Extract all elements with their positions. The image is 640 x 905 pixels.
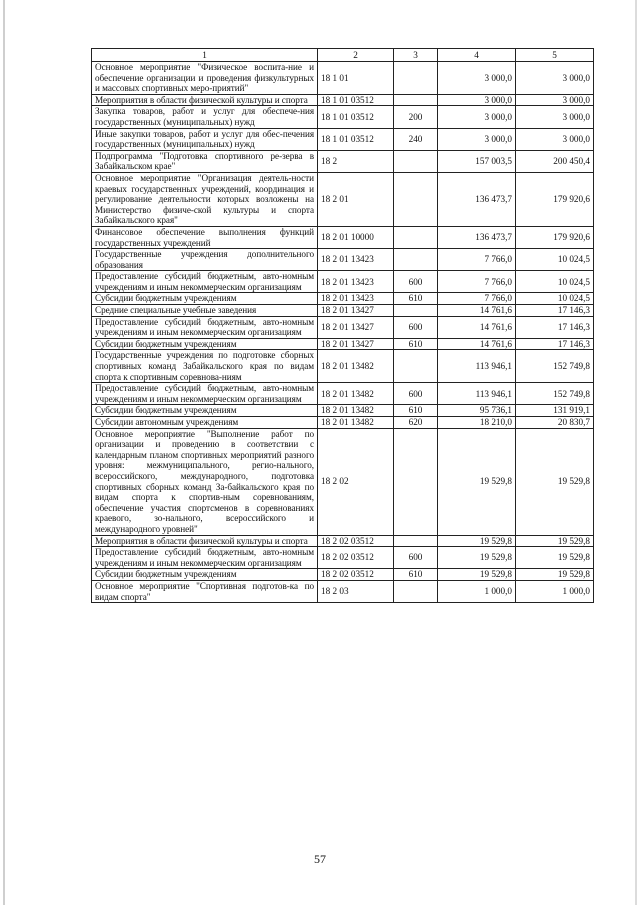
row-name: Основное мероприятие "Выполнение работ по организации и проведению в соответствии с календарным планом спортивных мероприятий разного уровня: межмуниципального, регио-нального, всероссийского, международного, подготовка спортивных сборных команд За-байкальского края по видам спорта к спортив-ным соревнованиям, обеспечение участия спортсменов в соревнованиях краевого, зо-нального, всероссийского и международного уровней" [92, 428, 318, 535]
row-expense-type: 610 [394, 569, 438, 581]
row-value-col4: 113 946,1 [438, 350, 516, 383]
row-name: Государственные учреждения дополнительного образования [92, 249, 318, 271]
row-code: 18 2 02 03512 [318, 547, 394, 569]
row-value-col5: 17 146,3 [516, 316, 594, 338]
table-row [92, 128, 594, 150]
row-expense-type: 610 [394, 293, 438, 305]
table-row [92, 94, 594, 106]
row-expense-type [394, 428, 438, 535]
row-expense-type [394, 62, 438, 95]
row-value-col4: 19 529,8 [438, 569, 516, 581]
row-value-col5: 152 749,8 [516, 383, 594, 405]
row-name: Субсидии бюджетным учреждениям [92, 569, 318, 581]
row-expense-type: 600 [394, 383, 438, 405]
row-code: 18 2 01 13482 [318, 383, 394, 405]
row-expense-type [394, 249, 438, 271]
row-value-col4: 3 000,0 [438, 94, 516, 106]
row-value-col5: 3 000,0 [516, 128, 594, 150]
row-code: 18 1 01 [318, 62, 394, 95]
table-row [92, 305, 594, 317]
budget-table [91, 48, 594, 603]
row-value-col5: 3 000,0 [516, 94, 594, 106]
row-value-col4: 1 000,0 [438, 580, 516, 602]
scan-edge-left [3, 0, 5, 905]
header-col-2: 2 [318, 49, 394, 62]
table-row [92, 428, 594, 535]
row-code: 18 2 01 13427 [318, 305, 394, 317]
row-value-col4: 19 529,8 [438, 535, 516, 547]
row-code: 18 2 01 13482 [318, 405, 394, 417]
header-col-5: 5 [516, 49, 594, 62]
row-expense-type: 600 [394, 316, 438, 338]
row-name: Субсидии автономным учреждениям [92, 417, 318, 429]
row-expense-type [394, 94, 438, 106]
header-col-4: 4 [438, 49, 516, 62]
table-row [92, 580, 594, 602]
header-row [92, 49, 594, 62]
row-value-col4: 157 003,5 [438, 150, 516, 172]
row-value-col4: 7 766,0 [438, 293, 516, 305]
row-code: 18 2 02 03512 [318, 569, 394, 581]
row-expense-type: 200 [394, 106, 438, 128]
row-expense-type [394, 580, 438, 602]
row-name: Закупка товаров, работ и услуг для обеспече-ния государственных (муниципальных) нужд [92, 106, 318, 128]
row-name: Субсидии бюджетным учреждениям [92, 405, 318, 417]
row-name: Мероприятия в области физической культуры и спорта [92, 94, 318, 106]
row-value-col5: 179 920,6 [516, 226, 594, 248]
row-value-col4: 7 766,0 [438, 249, 516, 271]
row-name: Средние специальные учебные заведения [92, 305, 318, 317]
row-value-col5: 10 024,5 [516, 271, 594, 293]
row-expense-type [394, 350, 438, 383]
row-value-col4: 3 000,0 [438, 62, 516, 95]
row-name: Основное мероприятие "Спортивная подготов-ка по видам спорта" [92, 580, 318, 602]
row-value-col4: 19 529,8 [438, 428, 516, 535]
row-value-col5: 17 146,3 [516, 338, 594, 350]
table-body [92, 62, 594, 603]
row-value-col5: 19 529,8 [516, 535, 594, 547]
row-name: Подпрограмма "Подготовка спортивного ре-зерва в Забайкальском крае" [92, 150, 318, 172]
row-code: 18 2 [318, 150, 394, 172]
table-row [92, 547, 594, 569]
row-name: Основное мероприятие "Физическое воспита-ние и обеспечение организации и проведения физкультурных и массовых спортивных меро-приятий" [92, 62, 318, 95]
row-value-col4: 113 946,1 [438, 383, 516, 405]
row-value-col4: 95 736,1 [438, 405, 516, 417]
row-value-col5: 19 529,8 [516, 428, 594, 535]
row-code: 18 2 01 13427 [318, 316, 394, 338]
row-expense-type: 600 [394, 271, 438, 293]
row-name: Государственные учреждения по подготовке сборных спортивных команд Забайкальского края по видам спорта к спортивным соревнова-ниям [92, 350, 318, 383]
row-code: 18 2 01 13423 [318, 249, 394, 271]
row-value-col5: 17 146,3 [516, 305, 594, 317]
row-expense-type [394, 535, 438, 547]
table-row [92, 271, 594, 293]
row-name: Предоставление субсидий бюджетным, авто-номным учреждениям и иным некоммерческим организациям [92, 316, 318, 338]
row-code: 18 1 01 03512 [318, 128, 394, 150]
row-value-col4: 14 761,6 [438, 316, 516, 338]
row-value-col5: 10 024,5 [516, 293, 594, 305]
row-code: 18 2 01 13482 [318, 417, 394, 429]
row-expense-type [394, 226, 438, 248]
table-row [92, 338, 594, 350]
row-value-col4: 14 761,6 [438, 338, 516, 350]
table-row [92, 62, 594, 95]
row-name: Предоставление субсидий бюджетным, авто-номным учреждениям и иным некоммерческим организациям [92, 383, 318, 405]
row-name: Предоставление субсидий бюджетным, авто-номным учреждениям и иным некоммерческим организациям [92, 547, 318, 569]
row-value-col5: 3 000,0 [516, 62, 594, 95]
row-name: Предоставление субсидий бюджетным, авто-номным учреждениям и иным некоммерческим организациям [92, 271, 318, 293]
row-code: 18 2 02 [318, 428, 394, 535]
row-expense-type: 240 [394, 128, 438, 150]
table-row [92, 417, 594, 429]
row-value-col5: 200 450,4 [516, 150, 594, 172]
row-expense-type [394, 305, 438, 317]
row-value-col5: 179 920,6 [516, 172, 594, 226]
page-number: 57 [314, 852, 326, 866]
table-row [92, 226, 594, 248]
row-expense-type: 600 [394, 547, 438, 569]
row-code: 18 1 01 03512 [318, 106, 394, 128]
table-row [92, 293, 594, 305]
table-row [92, 535, 594, 547]
row-value-col5: 1 000,0 [516, 580, 594, 602]
table-row [92, 316, 594, 338]
row-value-col5: 152 749,8 [516, 350, 594, 383]
table-row [92, 172, 594, 226]
row-name: Субсидии бюджетным учреждениям [92, 293, 318, 305]
row-name: Субсидии бюджетным учреждениям [92, 338, 318, 350]
row-code: 18 2 01 13427 [318, 338, 394, 350]
row-value-col5: 20 830,7 [516, 417, 594, 429]
row-code: 18 1 01 03512 [318, 94, 394, 106]
row-name: Финансовое обеспечение выполнения функций государственных учреждений [92, 226, 318, 248]
header-col-3: 3 [394, 49, 438, 62]
row-code: 18 2 01 [318, 172, 394, 226]
scan-edge-right [635, 0, 637, 905]
row-code: 18 2 01 13482 [318, 350, 394, 383]
row-code: 18 2 01 13423 [318, 271, 394, 293]
row-expense-type: 620 [394, 417, 438, 429]
row-name: Мероприятия в области физической культуры и спорта [92, 535, 318, 547]
row-value-col5: 131 919,1 [516, 405, 594, 417]
table-row [92, 150, 594, 172]
row-name: Иные закупки товаров, работ и услуг для обес-печения государственных (муниципальных) нужд [92, 128, 318, 150]
row-name: Основное мероприятие "Организация деятель-ности краевых государственных учреждений, координация и регулирование деятельности которых возложены на Министерство физиче-ской культуры и спорта Забайкальского края" [92, 172, 318, 226]
row-code: 18 2 02 03512 [318, 535, 394, 547]
row-value-col5: 19 529,8 [516, 569, 594, 581]
row-value-col4: 19 529,8 [438, 547, 516, 569]
row-expense-type [394, 172, 438, 226]
row-value-col5: 3 000,0 [516, 106, 594, 128]
row-value-col4: 7 766,0 [438, 271, 516, 293]
row-expense-type: 610 [394, 338, 438, 350]
header-col-1: 1 [92, 49, 318, 62]
row-value-col4: 136 473,7 [438, 172, 516, 226]
table-row [92, 405, 594, 417]
table-row [92, 249, 594, 271]
row-value-col4: 18 210,0 [438, 417, 516, 429]
row-value-col4: 14 761,6 [438, 305, 516, 317]
row-code: 18 2 01 13423 [318, 293, 394, 305]
table-row [92, 569, 594, 581]
row-value-col5: 10 024,5 [516, 249, 594, 271]
table-row [92, 383, 594, 405]
row-expense-type [394, 150, 438, 172]
row-code: 18 2 03 [318, 580, 394, 602]
table-row [92, 106, 594, 128]
table-row [92, 350, 594, 383]
row-value-col4: 3 000,0 [438, 128, 516, 150]
row-expense-type: 610 [394, 405, 438, 417]
row-value-col4: 3 000,0 [438, 106, 516, 128]
row-value-col5: 19 529,8 [516, 547, 594, 569]
row-code: 18 2 01 10000 [318, 226, 394, 248]
row-value-col4: 136 473,7 [438, 226, 516, 248]
